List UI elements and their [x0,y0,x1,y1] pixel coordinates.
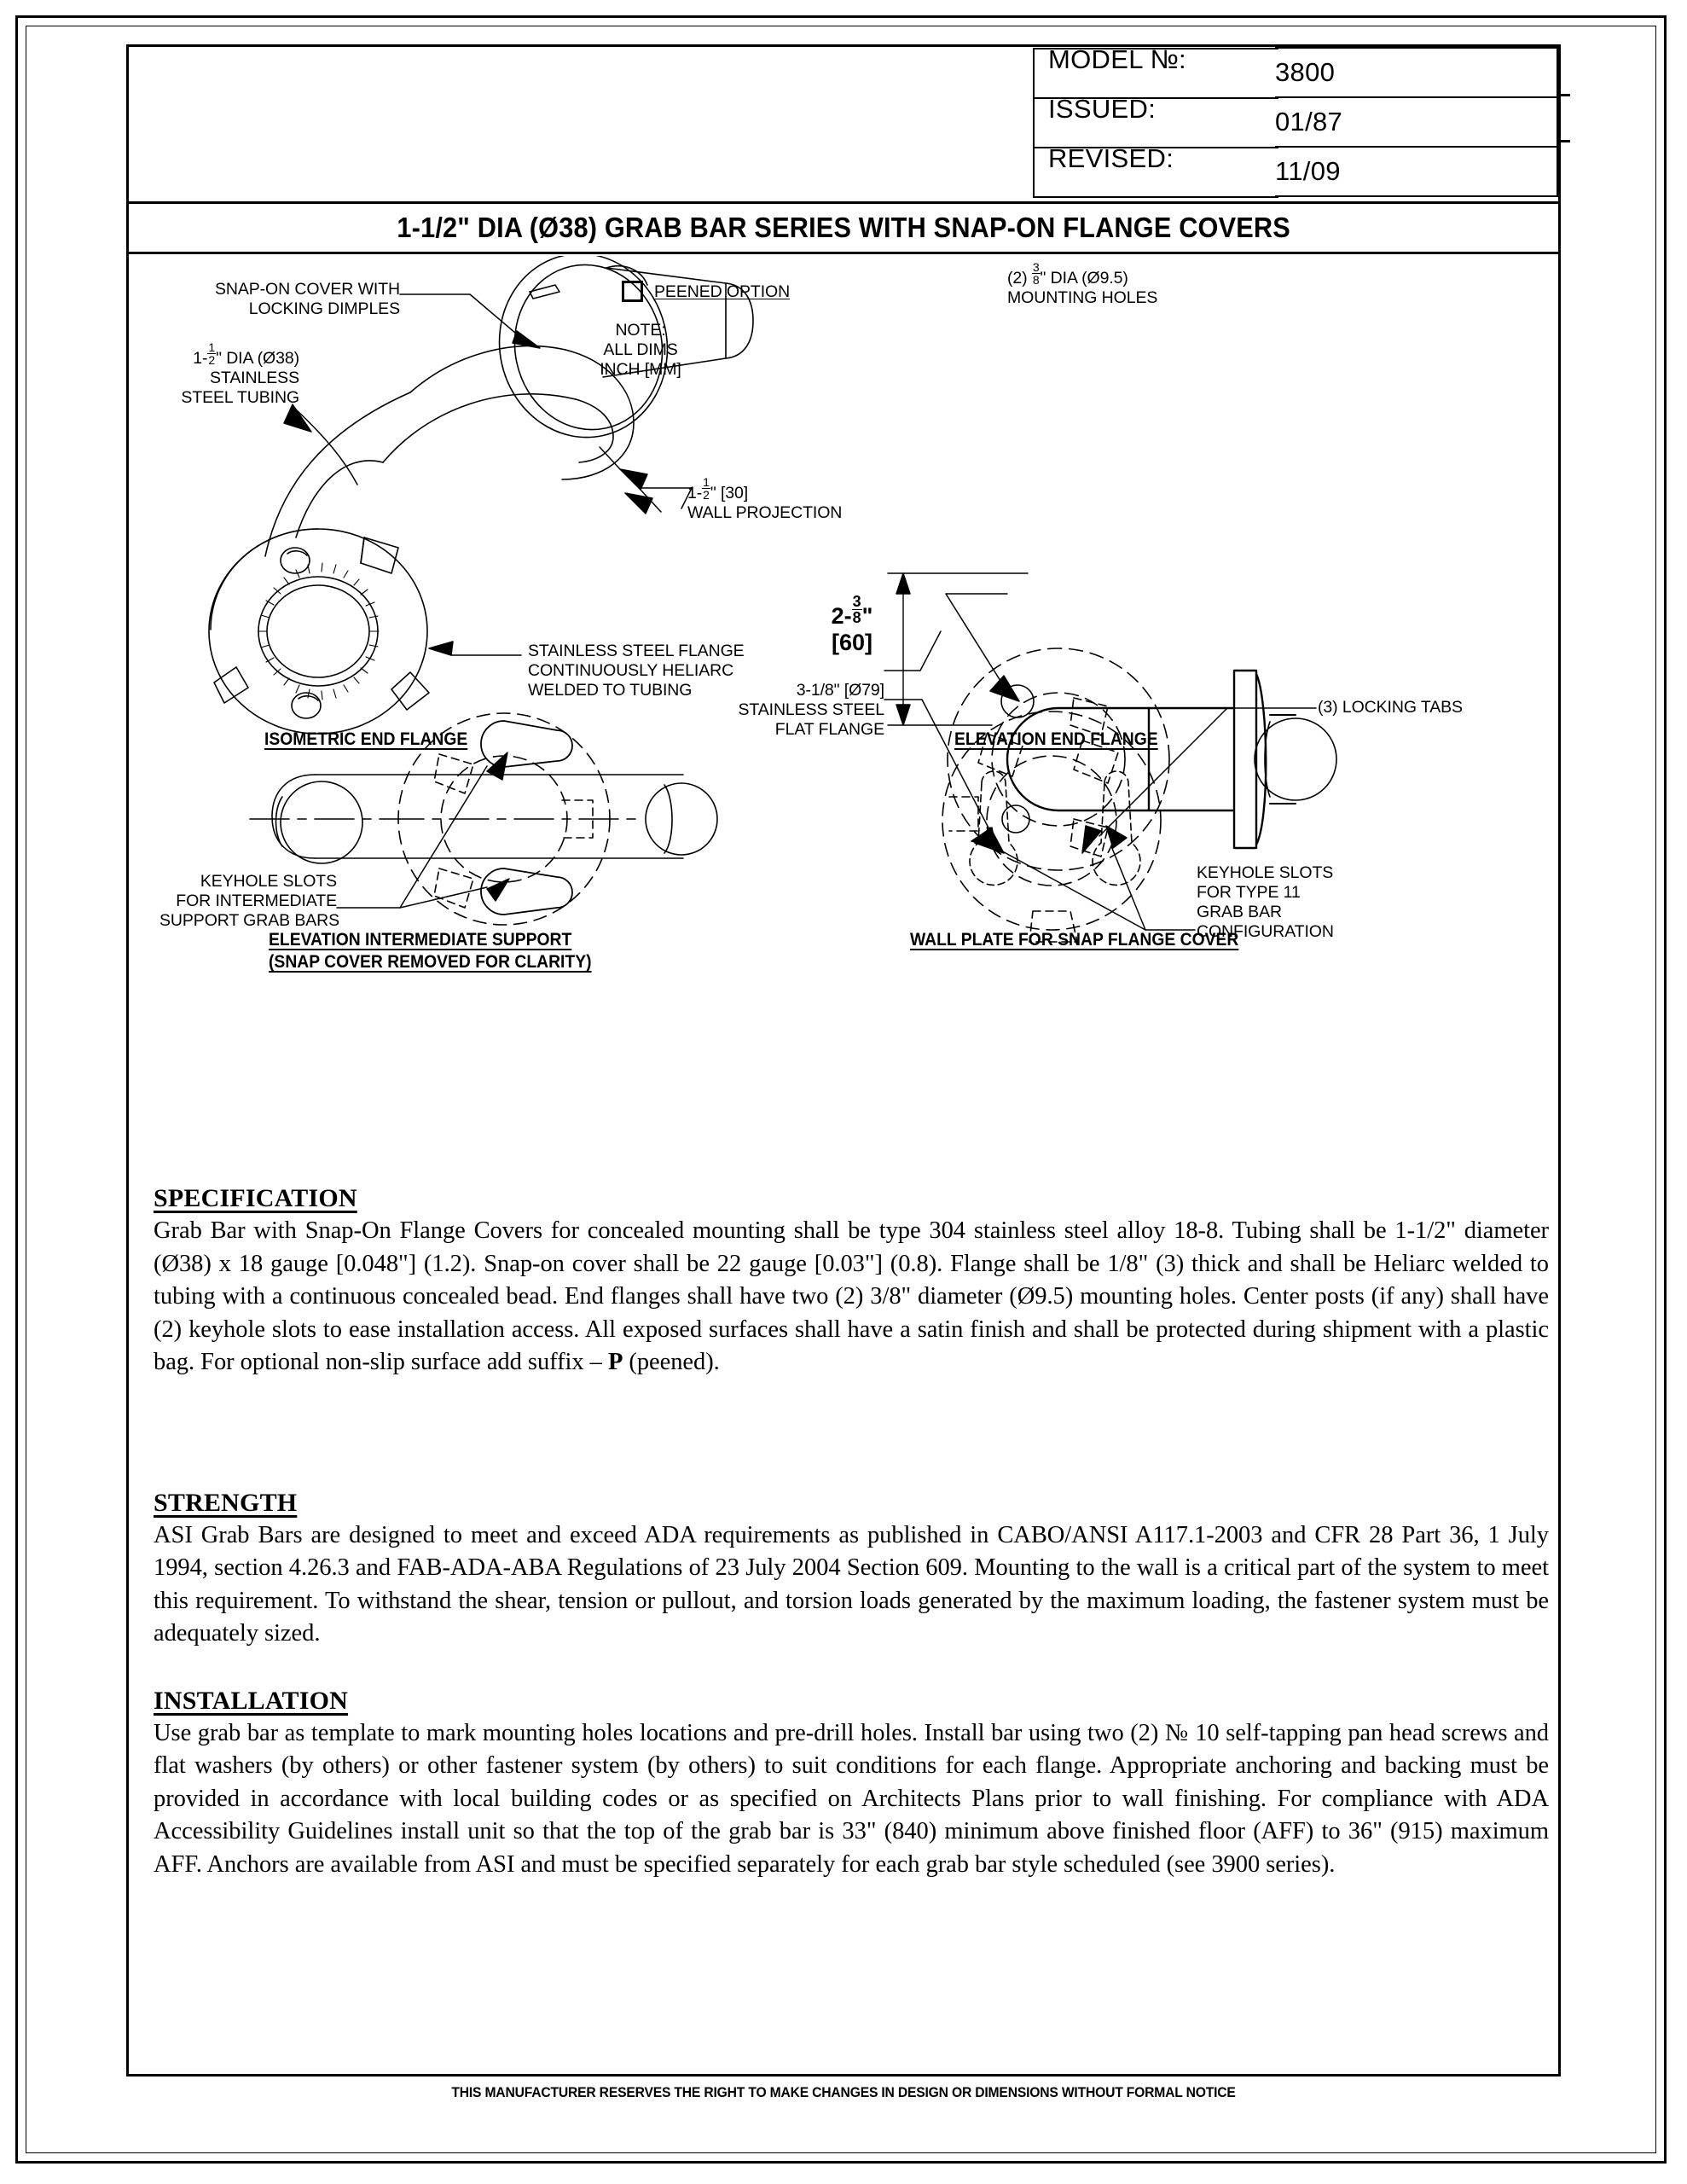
peened-option-label: PEENED OPTION [654,282,791,301]
body-text-container [154,1184,1549,1881]
section-gap [154,1651,1549,1687]
strength-heading: STRENGTH [154,1488,298,1517]
caption-isometric-end-flange: ISOMETRIC END FLANGE [264,729,468,749]
revised-label: REVISED: [1033,147,1278,198]
leader-lines [284,294,1316,930]
caption-elevation-intermediate-support: ELEVATION INTERMEDIATE SUPPORT [269,930,572,950]
caption-elevation-intermediate-support-sub: (SNAP COVER REMOVED FOR CLARITY) [269,952,592,972]
specification-heading: SPECIFICATION [154,1184,357,1212]
keyhole-intermediate-label: KEYHOLE SLOTS FOR INTERMEDIATE SUPPORT GRAB BARS [159,872,340,930]
issued-value: 01/87 [1275,97,1557,147]
installation-heading: INSTALLATION [154,1686,349,1715]
fraction-one-half: $\frac{1}{2}$ [208,340,216,367]
footer-disclaimer: THIS MANUFACTURER RESERVES THE RIGHT TO MAKE CHANGES IN DESIGN OR DIMENSIONS WITHOUT FORMAL NOTICE [451,2085,1236,2100]
header-tick-1 [1558,94,1570,96]
strength-body: ASI Grab Bars are designed to meet and exceed ADA requirements as published in CABO/ANSI A117.1-2003 and CFR 28 Part 36, 1 July 1994, section 4.26.3 and FAB-ADA-ABA Regulations of 23 July 2004 Section 609. Mounting to the wall is a critical part of the system to meet this requirement. To withstand the shear, tension or pullout, and torsion loads generated by the maximum loading, the fastener system must be adequately sized. [154,1521,1549,1647]
table-row [1033,97,1557,147]
title-band [129,201,1558,254]
installation-body: Use grab bar as template to mark mounting holes locations and pre-drill holes. Install bar using two (2) № 10 self-tapping pan head screws and flat washers (by others) or other fastener system (by others) to suit conditions for each flange. Appropriate anchoring and backing must be provided in accordance with local building codes or as specified on Architects Plans prior to wall finishing. For compliance with ADA Accessibility Guidelines install unit so that the top of the grab bar is 33" (840) minimum above finished floor (AFF) to 36" (915) maximum AFF. Anchors are available from ASI and must be specified separately for each grab bar style scheduled (see 3900 series). [154,1719,1549,1878]
section-gap [154,1380,1549,1489]
mounting-holes-label: (2) $\frac{3}{8}$ " DIA (Ø9.5) MOUNTING HOLES [1007,260,1158,307]
specification-body: Grab Bar with Snap-On Flange Covers for concealed mounting shall be type 304 stainless steel alloy 18-8. Tubing shall be 1-1/2" diameter (Ø38) x 18 gauge [0.048"] (1.2). Snap-on cover shall be 22 gauge [0.03"] (0.8). Flange shall be 1/8" (3) thick and shall be Heliarc welded to tubing with a continuous concealed bead. End flanges shall have two (2) 3/8" diameter (Ø9.5) mounting holes. Center posts (if any) shall have (2) keyhole slots to ease installation access. All exposed surfaces shall have a satin finish and shall be protected during shipment with a plastic bag. For optional non-slip surface add suffix – P (peened). [154,1217,1549,1375]
revised-value: 11/09 [1275,147,1557,196]
model-value: 3800 [1275,48,1557,97]
issued-label: ISSUED: [1033,97,1278,148]
locking-tabs-label: (3) LOCKING TABS [1318,698,1463,717]
table-row [1033,48,1557,97]
fraction-three-eighths: $\frac{3}{8}$ [1032,260,1040,287]
model-label: MODEL №: [1033,48,1278,99]
page-title: 1-1/2" DIA (Ø38) GRAB BAR SERIES WITH SNAP-ON FLANGE COVERS [397,212,1290,243]
caption-elevation-end-flange: ELEVATION END FLANGE [954,729,1158,749]
snap-on-cover-label: SNAP-ON COVER WITH LOCKING DIMPLES [214,280,400,318]
dimension-2-3-8-label: 2- $\frac{3}{8}$ " [60] [831,593,873,655]
table-row [1033,147,1557,196]
flat-flange-label: 3-1/8" [Ø79] STAINLESS STEEL FLAT FLANGE [738,681,884,739]
tubing-spec-label: 1- $\frac{1}{2}$ " DIA (Ø38) STAINLESS STEEL TUBING [181,340,299,407]
keyhole-type11-label: KEYHOLE SLOTS FOR TYPE 11 GRAB BAR CONFIGURATION [1197,863,1334,941]
specification-section [154,1184,1549,1380]
strength-section [154,1489,1549,1651]
header-info-table [1033,44,1558,197]
drawing-area [129,256,1558,1160]
caption-wall-plate: WALL PLATE FOR SNAP FLANGE COVER [910,930,1239,950]
installation-section [154,1687,1549,1882]
fraction-three-eighths: $\frac{3}{8}$ [852,593,861,626]
header-tick-2 [1558,140,1570,142]
wall-projection-label: 1- $\frac{1}{2}$ " [30] WALL PROJECTION [687,475,843,522]
peened-suffix-bold: P [607,1349,623,1375]
fraction-one-half: $\frac{1}{2}$ [703,475,710,502]
flange-weld-label: STAINLESS STEEL FLANGE CONTINUOUSLY HELIARC WELDED TO TUBING [528,642,745,700]
note-block: NOTE: ALL DIMS INCH [MM] [600,321,681,379]
peened-option-checkbox[interactable] [622,281,643,302]
